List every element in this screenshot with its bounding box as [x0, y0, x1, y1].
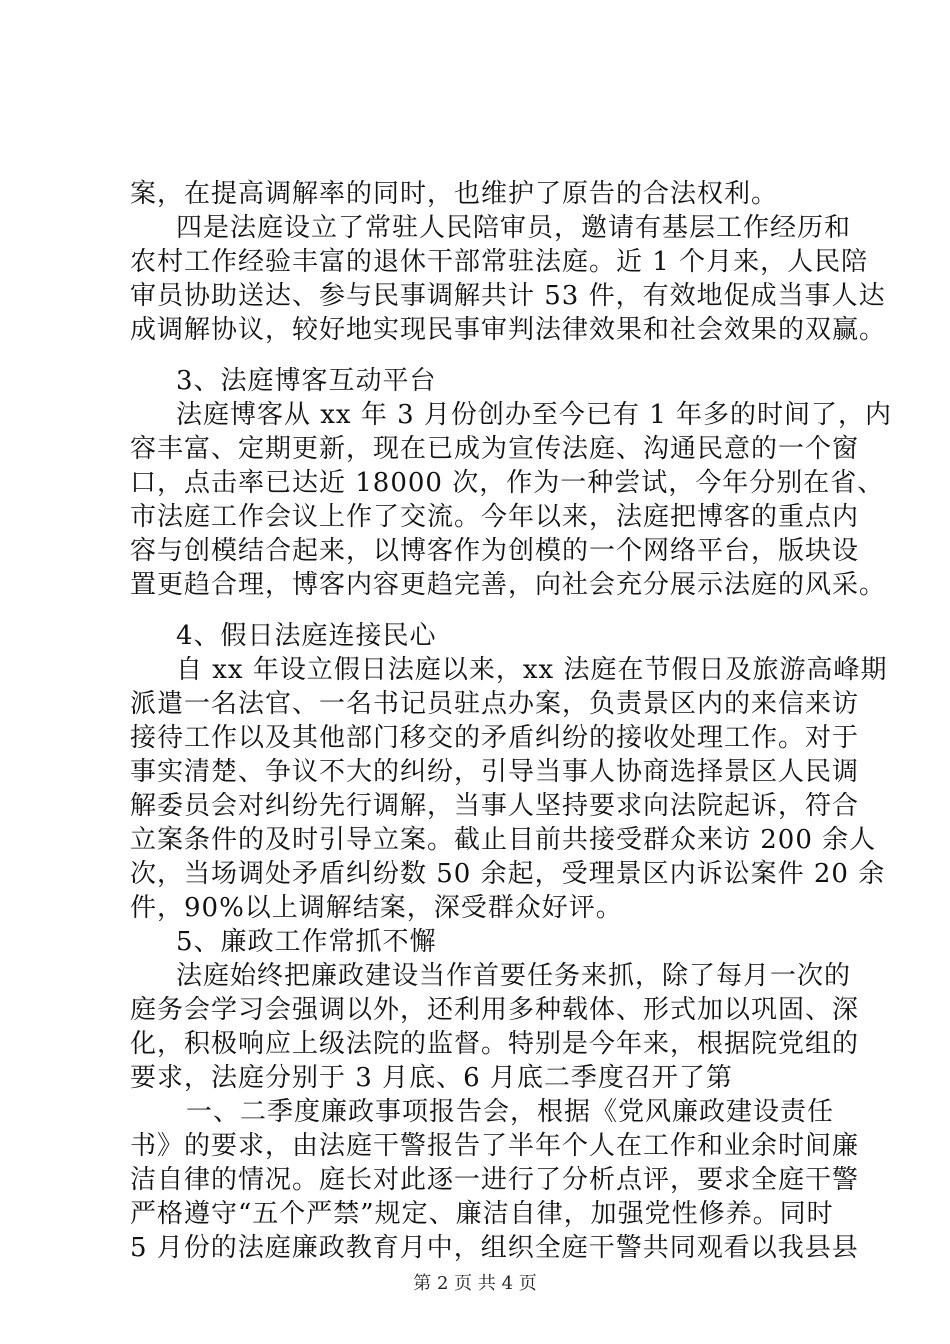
- paragraph-line: 5 月份的法庭廉政教育月中，组织全庭干警共同观看以我县县: [130, 1233, 859, 1263]
- paragraph-line: 法庭始终把廉政建设当作首要任务来抓，除了每月一次的: [176, 961, 852, 991]
- paragraph-line: 口，点击率已达近 18000 次，作为一种尝试，今年分别在省、: [130, 468, 885, 498]
- paragraph-line: 自 xx 年设立假日法庭以来，xx 法庭在节假日及旅游高峰期: [176, 655, 888, 685]
- paragraph-line: 派遣一名法官、一名书记员驻点办案，负责景区内的来信来访: [130, 689, 860, 719]
- paragraph-line: 立案条件的及时引导立案。截止目前共接受群众来访 200 余人: [130, 825, 877, 855]
- paragraph-line: 解委员会对纠纷先行调解，当事人坚持要求向法院起诉，符合: [130, 791, 860, 821]
- paragraph-line: 容与创模结合起来，以博客作为创模的一个网络平台，版块设: [130, 536, 860, 566]
- page-footer: 第 2 页 共 4 页: [413, 1273, 537, 1294]
- paragraph-line: 案，在提高调解率的同时，也维护了原告的合法权利。: [130, 179, 779, 209]
- paragraph-line: 严格遵守“五个严禁”规定、廉洁自律，加强党性修养。同时: [130, 1199, 834, 1229]
- paragraph-line: 市法庭工作会议上作了交流。今年以来，法庭把博客的重点内: [130, 502, 860, 532]
- paragraph-line: 成调解协议，较好地实现民事审判法律效果和社会效果的双赢。: [130, 315, 887, 345]
- paragraph-line: 要求，法庭分别于 3 月底、6 月底二季度召开了第: [130, 1063, 733, 1093]
- paragraph-line: 件，90%以上调解结案，深受群众好评。: [130, 893, 623, 923]
- paragraph-line: 接待工作以及其他部门移交的矛盾纠纷的接收处理工作。对于: [130, 723, 860, 753]
- paragraph-line: 审员协助送达、参与民事调解共计 53 件，有效地促成当事人达: [130, 281, 886, 311]
- paragraph-line: 四是法庭设立了常驻人民陪审员，邀请有基层工作经历和: [176, 213, 852, 243]
- section-heading: 3、法庭博客互动平台: [176, 366, 437, 396]
- paragraph-line: 一、二季度廉政事项报告会，根据《党风廉政建设责任: [186, 1097, 835, 1127]
- section-heading: 4、假日法庭连接民心: [176, 621, 437, 651]
- paragraph-line: 次，当场调处矛盾纠纷数 50 余起，受理景区内诉讼案件 20 余: [130, 859, 886, 889]
- paragraph-line: 洁自律的情况。庭长对此逐一进行了分析点评，要求全庭干警: [130, 1165, 860, 1195]
- paragraph-line: 容丰富、定期更新，现在已成为宣传法庭、沟通民意的一个窗: [130, 434, 860, 464]
- section-heading: 5、廉政工作常抓不懈: [176, 927, 437, 957]
- paragraph-line: 书》的要求，由法庭干警报告了半年个人在工作和业余时间廉: [130, 1131, 860, 1161]
- paragraph-line: 庭务会学习会强调以外，还利用多种载体、形式加以巩固、深: [130, 995, 860, 1025]
- paragraph-line: 化，积极响应上级法院的监督。特别是今年来，根据院党组的: [130, 1029, 860, 1059]
- paragraph-line: 农村工作经验丰富的退休干部常驻法庭。近 1 个月来，人民陪: [130, 247, 869, 277]
- paragraph-line: 法庭博客从 xx 年 3 月份创办至今已有 1 年多的时间了，内: [176, 400, 892, 430]
- paragraph-line: 事实清楚、争议不大的纠纷，引导当事人协商选择景区人民调: [130, 757, 860, 787]
- paragraph-line: 置更趋合理，博客内容更趋完善，向社会充分展示法庭的风采。: [130, 570, 887, 600]
